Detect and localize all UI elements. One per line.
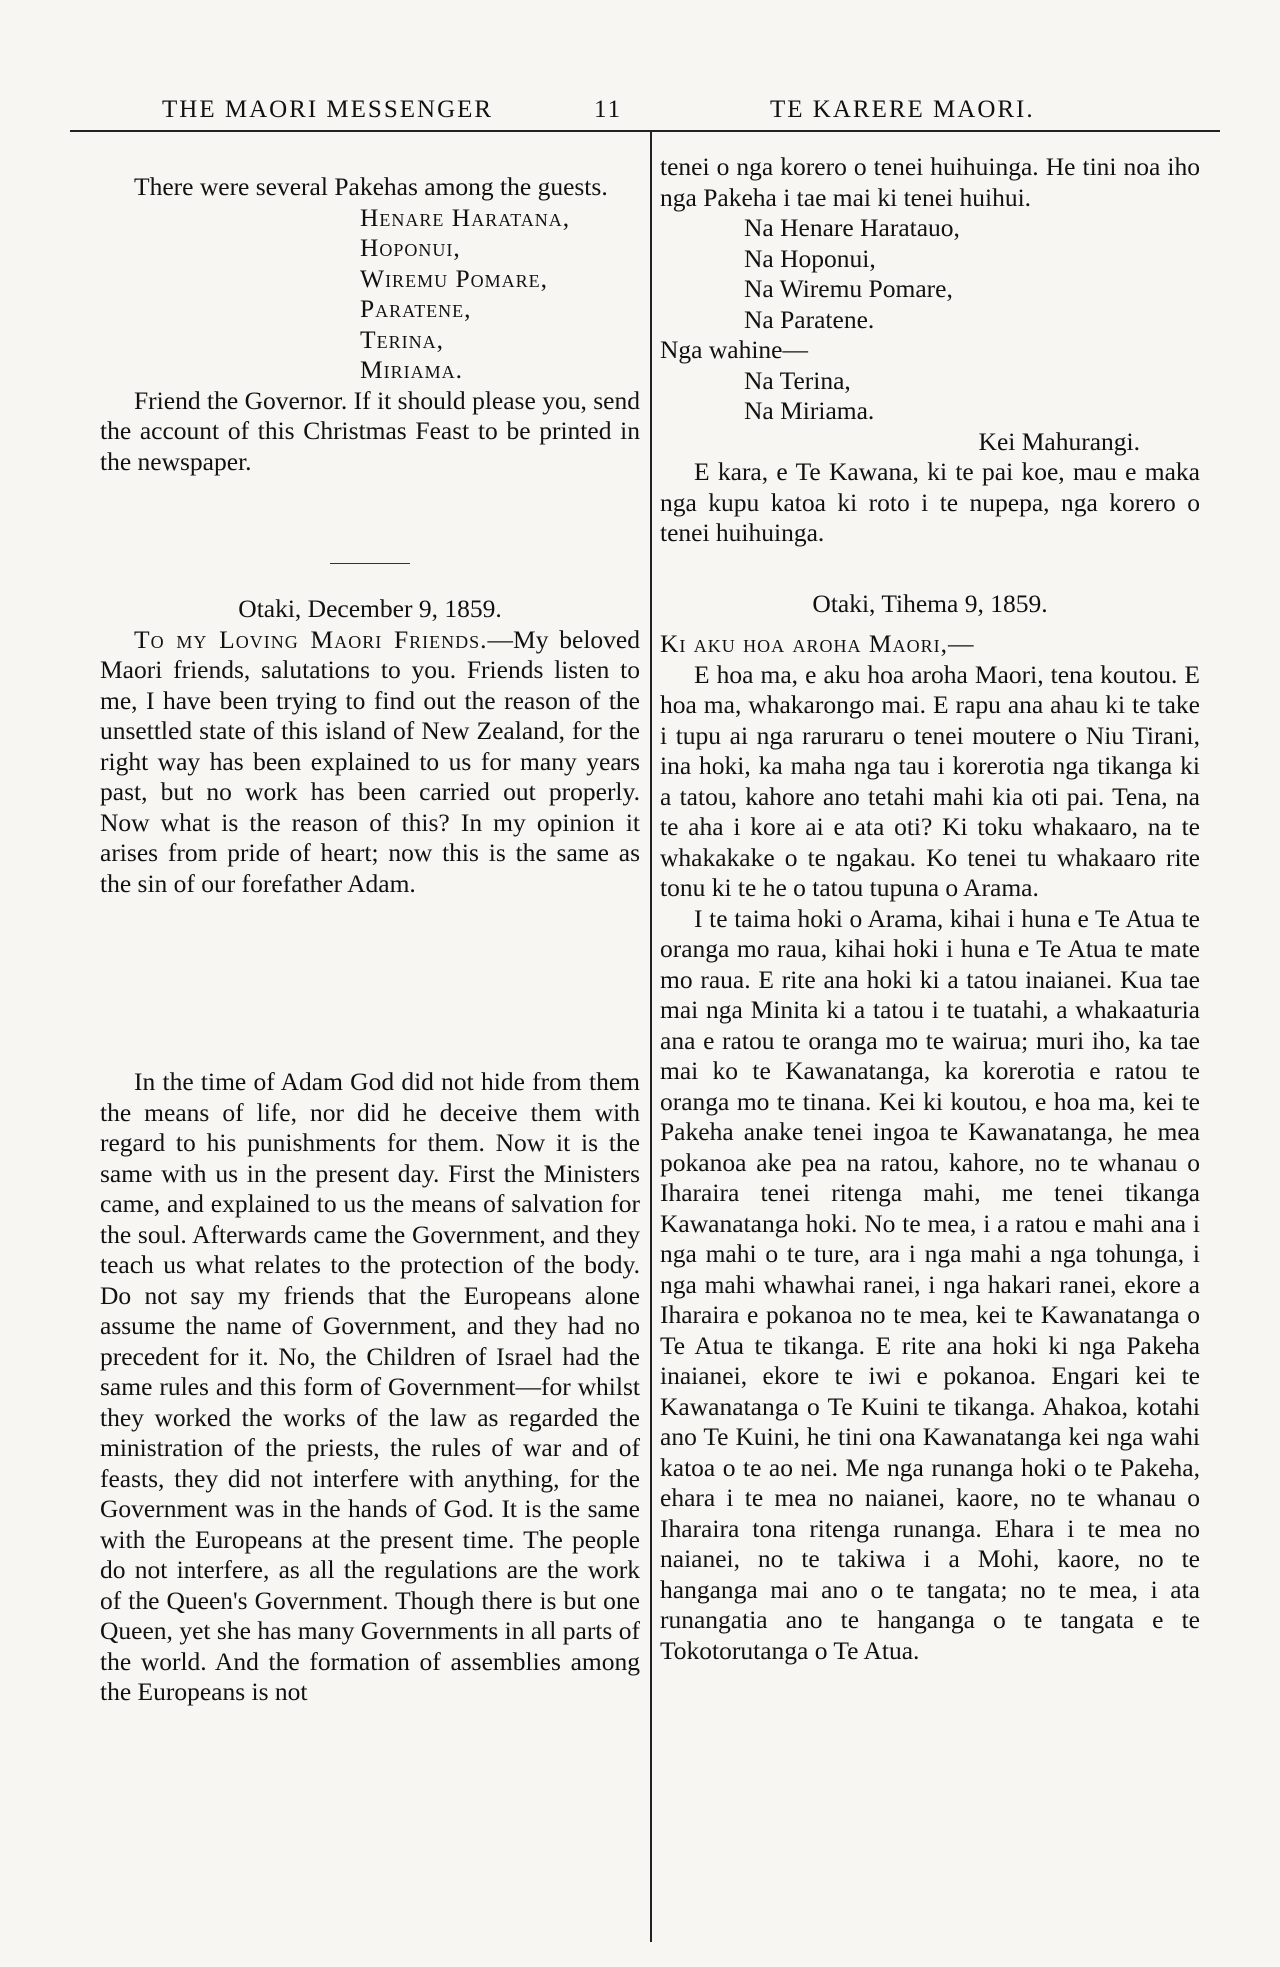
- signatory-name: Na Terina,: [744, 365, 851, 395]
- column-divider: [650, 132, 652, 1942]
- letter-paragraph: I te taima hoki o Arama, kihai i huna e Te Atua te oranga mo raua, kihai hoki i huna e Te Atua te mate mo raua. E rite ana hoki ki a tatou inaianei. Kua tae mai nga Minita ki a tatou i te tuatahi, a whakaaturia ana e ratou te oranga mo te wairua; muri iho, ka tae mai ko te Kawanatanga, ka korerotia e ratou te oranga mo te tinana. Kei ki koutou, e hoa ma, kei te Pakeha anake tenei ingoa te Kawanatanga, he mea pokanoa ake pea na ratou, kahore, no te whanau o Iharaira tenei ritenga mahi, me tenei tikanga Kawanatanga hoki. No te mea, i a ratou e mahi ana i nga mahi o te ture, ara i nga mahi a nga tohunga, i nga mahi whawhai ranei, i nga hakari ranei, ekore a Iharaira e pokanoa no te mea, kei te Kawanatanga o Te Atua te tikanga. E rite ana hoki ki nga Pakeha inaianei, ekore te iwi e pokanoa. Engari kei te Kawanatanga o Te Kuini te tikanga. Ahakoa, kotahi ano Te Kuini, he tini ona Kawanatanga kei nga wahi katoa o te ao nei. Me nga runanga hoki o te Pakeha, ehara i te mea no naianei, kaore, no te whanau o Iharaira tona ritenga runanga. Ehara i te mea no naianei, no te takiwa i a Mohi, kaore, no te hanganga mai ano o te tangata; no te mea, i ata runangatia ano te hanganga o te tangata e te Tokotorutanga o Te Atua.: [660, 903, 1200, 1665]
- letter-salutation: Ki aku hoa aroha Maori,—: [660, 629, 975, 658]
- english-column: [100, 172, 640, 1708]
- signatory-name: Na Henare Haratauo,: [744, 213, 960, 242]
- women-label: Nga wahine—: [660, 335, 808, 364]
- letter-dateline: Otaki, Tihema 9, 1859.: [812, 588, 1048, 618]
- masthead-maori: TE KARERE MAORI.: [770, 96, 1035, 123]
- maori-column: [660, 152, 1200, 1666]
- signatory-name: Na Miriama.: [744, 396, 875, 425]
- maori-intro: tenei o nga korero o tenei huihuinga. He tini noa iho nga Pakeha i tae mai ki tenei huihui.: [660, 152, 1200, 212]
- signatory-name: Na Hoponui,: [744, 243, 876, 273]
- governor-request: E kara, e Te Kawana, ki te pai koe, mau e maka nga kupu katoa ki roto i te nupepa, nga korero o tenei huihuinga.: [660, 457, 1200, 547]
- letter-opening: [100, 625, 640, 900]
- signatory-name: Wiremu Pomare,: [360, 263, 549, 293]
- masthead-english: THE MAORI MESSENGER: [162, 96, 494, 123]
- signatory-name: Miriama.: [360, 355, 464, 384]
- letter-salutation: To my Loving Maori Friends.: [134, 624, 488, 654]
- signatory-name: Paratene,: [360, 294, 472, 323]
- letter-dateline: Otaki, December 9, 1859.: [238, 594, 502, 623]
- letter-paragraph: E hoa ma, e aku hoa aroha Maori, tena koutou. E hoa ma, whakarongo mai. E rapu ana ahau ki te take i tupu ai nga raruraru o tenei moutere o Niu Tirani, ina hoki, ka maha nga tau i korerotia nga tikanga ki a tatou, kahore ano tetahi mahi kia oti pai. Tena, na te aha i kore ai e ata oti? Ki toku whakaaro, na te whakakake o te ngakau. Ko tenei tu whakaaro rite tonu ki te he o tatou tupuna o Arama.: [660, 659, 1200, 902]
- letter-paragraph: In the time of Adam God did not hide from them the means of life, nor did he deceive them with regard to his punishments for them. Now it is the same with us in the present day. First the Ministers came, and explained to us the means of salvation for the soul. Afterwards came the Government, and they teach us what relates to the protection of the body. Do not say my friends that the Europeans alone assume the name of Government, and they had no precedent for it. No, the Children of Israel had the same rules and this form of Government—for whilst they worked the works of the law as regarded the ministration of the priests, the rules of war and of feasts, they did not interfere with anything, for the Government was in the hands of God. It is the same with the Europeans at the present time. The people do not interfere, as all the regulations are the work of the Queen's Government. Though there is but one Queen, yet she has many Governments in all parts of the world. And the formation of assemblies among the Europeans is not: [100, 1067, 640, 1706]
- header-rule: [70, 130, 1220, 132]
- signatory-name: Na Wiremu Pomare,: [744, 274, 953, 303]
- signatory-name: Na Paratene.: [744, 304, 875, 334]
- page-number: 11: [594, 96, 623, 123]
- signatory-name: Hoponui,: [360, 233, 461, 262]
- guests-note: There were several Pakehas among the guests.: [134, 172, 608, 201]
- place-name: Kei Mahurangi.: [978, 426, 1140, 456]
- signatory-name: Terina,: [360, 324, 444, 354]
- signatory-name: Henare Haratana,: [360, 202, 571, 232]
- governor-request: Friend the Governor. If it should please you, send the account of this Christmas Feast to be printed in the newspaper.: [100, 385, 640, 476]
- letter-paragraph: —My beloved Maori friends, salutations to you. Friends listen to me, I have been trying to find out the reason of the unsettled state of this island of New Zealand, for the right way has been explained to us for many years past, but no work has been carried out properly. Now what is the reason of this? In my opinion it arises from pride of heart; now this is the same as the sin of our forefather Adam.: [100, 624, 640, 898]
